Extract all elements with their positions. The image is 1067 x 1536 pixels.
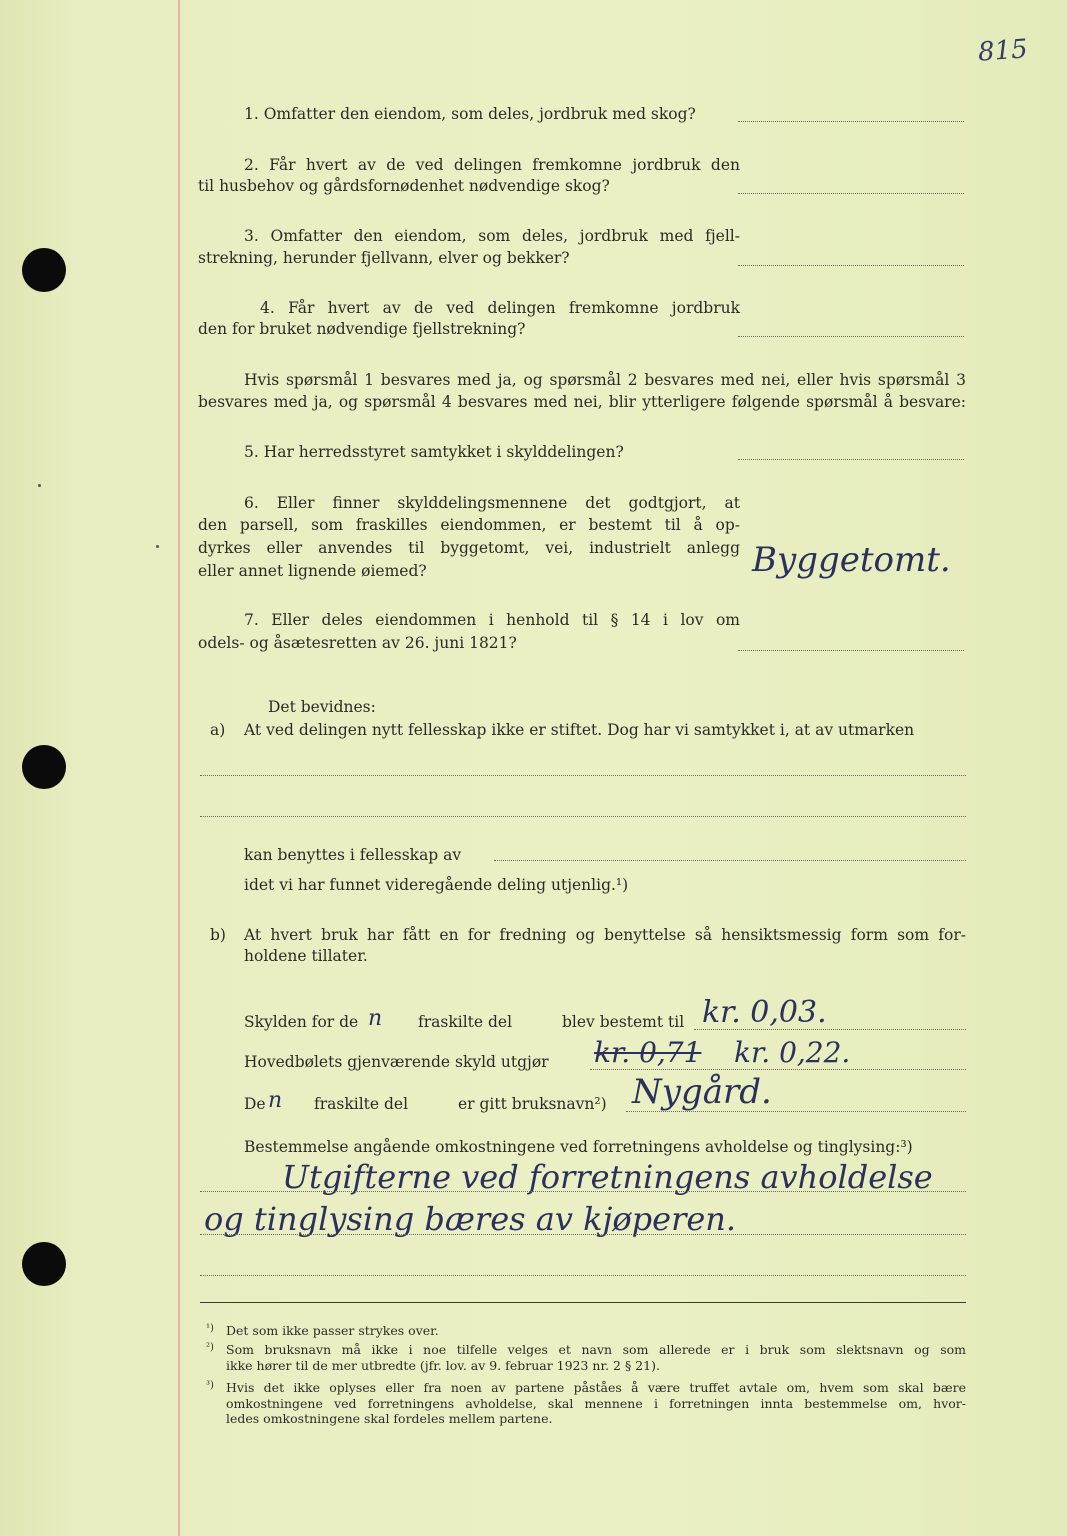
answer-line-1 bbox=[738, 121, 964, 122]
footnote-2 bbox=[206, 1342, 966, 1373]
question-6-line-2: den parsell, som fraskilles eiendommen, er bestemt til å op- bbox=[198, 516, 740, 534]
blank-line bbox=[200, 1234, 966, 1235]
speck bbox=[156, 545, 159, 548]
footnote-1-mark: ¹) bbox=[206, 1323, 214, 1334]
blank-line bbox=[494, 860, 966, 861]
blank-line bbox=[590, 1069, 966, 1070]
question-7-line-2: odels- og åsætesretten av 26. juni 1821? bbox=[198, 634, 517, 652]
question-5: 5. Har herredsstyret samtykket i skylddelingen? bbox=[244, 443, 624, 461]
hovedbol-label: Hovedbølets gjenværende skyld utgjør bbox=[244, 1053, 549, 1071]
bruksnavn-value: Nygård. bbox=[632, 1072, 772, 1112]
footnote-2-line: Som bruksnavn må ikke i noe tilfelle velges et navn som allerede er i bruk som slektsnavn og som bbox=[226, 1342, 966, 1357]
blank-line bbox=[200, 816, 966, 817]
attest-a-marker: a) bbox=[210, 721, 226, 739]
speck bbox=[38, 484, 41, 487]
margin-line bbox=[178, 0, 180, 1536]
punch-hole bbox=[22, 248, 66, 292]
question-6-line-4: eller annet lignende øiemed? bbox=[198, 562, 427, 580]
question-6-line-3: dyrkes eller anvendes til byggetomt, vei, industrielt anlegg bbox=[198, 539, 740, 557]
answer-line-2 bbox=[738, 193, 964, 194]
punch-hole bbox=[22, 745, 66, 789]
cost-handwritten-line-2: og tinglysing bæres av kjøperen. bbox=[204, 1200, 737, 1238]
footnote-3-line: omkostningene ved forretningens avholdelse, skal mennene i forretningen innta bestemmelse om, hvor- bbox=[226, 1395, 966, 1411]
condition-line-2: besvares med ja, og spørsmål 4 besvares med nei, blir ytterligere følgende spørsmål å besvare: bbox=[198, 393, 966, 411]
blank-line bbox=[694, 1029, 966, 1030]
page-number: 815 bbox=[977, 34, 1029, 68]
footnote-1 bbox=[206, 1323, 966, 1339]
attest-a-reason: idet vi har funnet videregående deling utjenlig.¹) bbox=[244, 876, 629, 894]
question-3-line-1: 3. Omfatter den eiendom, som deles, jordbruk med fjell- bbox=[244, 227, 740, 245]
footnote-3 bbox=[206, 1380, 966, 1427]
answer-line-4 bbox=[738, 336, 964, 337]
question-4-line-1: 4. Får hvert av de ved delingen fremkomne jordbruk bbox=[260, 299, 740, 317]
skyld-label-a: Skylden for de bbox=[244, 1013, 359, 1031]
skyld-label-c: blev bestemt til bbox=[562, 1013, 685, 1031]
attest-b-line-2: holdene tillater. bbox=[244, 947, 368, 965]
answer-line-3 bbox=[738, 265, 964, 266]
hovedbol-value: kr. 0,22. bbox=[734, 1036, 851, 1069]
cost-label: Bestemmelse angående omkostningene ved forretningens avholdelse og tinglysing:³) bbox=[244, 1138, 913, 1156]
bruksnavn-label-a: De bbox=[244, 1095, 266, 1113]
attest-b-marker: b) bbox=[210, 926, 226, 944]
bruksnavn-label-c: er gitt bruksnavn²) bbox=[458, 1095, 607, 1113]
bruksnavn-label-b: fraskilte del bbox=[314, 1095, 409, 1113]
question-6-line-1: 6. Eller finner skylddelingsmennene det godtgjort, at bbox=[244, 494, 740, 512]
attest-heading: Det bevidnes: bbox=[268, 698, 376, 716]
answer-6-handwritten: Byggetomt. bbox=[752, 540, 951, 580]
footnote-3-mark: ³) bbox=[206, 1380, 214, 1391]
question-3-line-2: strekning, herunder fjellvann, elver og bekker? bbox=[198, 249, 570, 267]
punch-hole bbox=[22, 1242, 66, 1286]
attest-b-line-1: At hvert bruk har fått en for fredning og benyttelse så hensiktsmessig form som for- bbox=[244, 926, 966, 944]
attest-a-use: kan benyttes i fellesskap av bbox=[244, 846, 462, 864]
answer-line-5 bbox=[738, 459, 964, 460]
skyld-hand-n: n bbox=[368, 1006, 383, 1031]
bruksnavn-hand-n: n bbox=[268, 1088, 283, 1113]
skyld-value: kr. 0,03. bbox=[702, 995, 827, 1030]
footnote-2-mark: ²) bbox=[206, 1342, 214, 1353]
footnote-rule bbox=[200, 1302, 966, 1303]
blank-line bbox=[200, 1275, 966, 1276]
blank-line bbox=[200, 1191, 966, 1192]
attest-a-text: At ved delingen nytt fellesskap ikke er stiftet. Dog har vi samtykket i, at av utmarken bbox=[244, 721, 915, 739]
question-2-line-1: 2. Får hvert av de ved delingen fremkomne jordbruk den bbox=[244, 156, 740, 174]
answer-line-7 bbox=[738, 650, 964, 651]
footnote-3-line: Hvis det ikke oplyses eller fra noen av partene påståes å være truffet avtale om, hvem som skal bære bbox=[226, 1380, 966, 1395]
cost-handwritten-line-1: Utgifterne ved forretningens avholdelse bbox=[282, 1158, 933, 1196]
question-1: 1. Omfatter den eiendom, som deles, jordbruk med skog? bbox=[244, 105, 696, 123]
skyld-label-b: fraskilte del bbox=[418, 1013, 513, 1031]
question-7-line-1: 7. Eller deles eiendommen i henhold til § 14 i lov om bbox=[244, 611, 740, 629]
footnote-2-line: ikke hører til de mer utbredte (jfr. lov. av 9. februar 1923 nr. 2 § 21). bbox=[226, 1357, 660, 1373]
blank-line bbox=[626, 1111, 966, 1112]
question-4-line-2: den for bruket nødvendige fjellstrekning? bbox=[198, 320, 526, 338]
question-2-line-2: til husbehov og gårdsfornødenhet nødvendige skog? bbox=[198, 177, 610, 195]
footnote-3-line: ledes omkostningene skal fordeles mellem partene. bbox=[226, 1411, 553, 1426]
condition-line-1: Hvis spørsmål 1 besvares med ja, og spørsmål 2 besvares med nei, eller hvis spørsmål 3 bbox=[244, 371, 966, 389]
blank-line bbox=[200, 775, 966, 776]
hovedbol-struck-value: kr. 0,71 bbox=[594, 1036, 702, 1069]
footnote-1-line: Det som ikke passer strykes over. bbox=[226, 1323, 439, 1338]
